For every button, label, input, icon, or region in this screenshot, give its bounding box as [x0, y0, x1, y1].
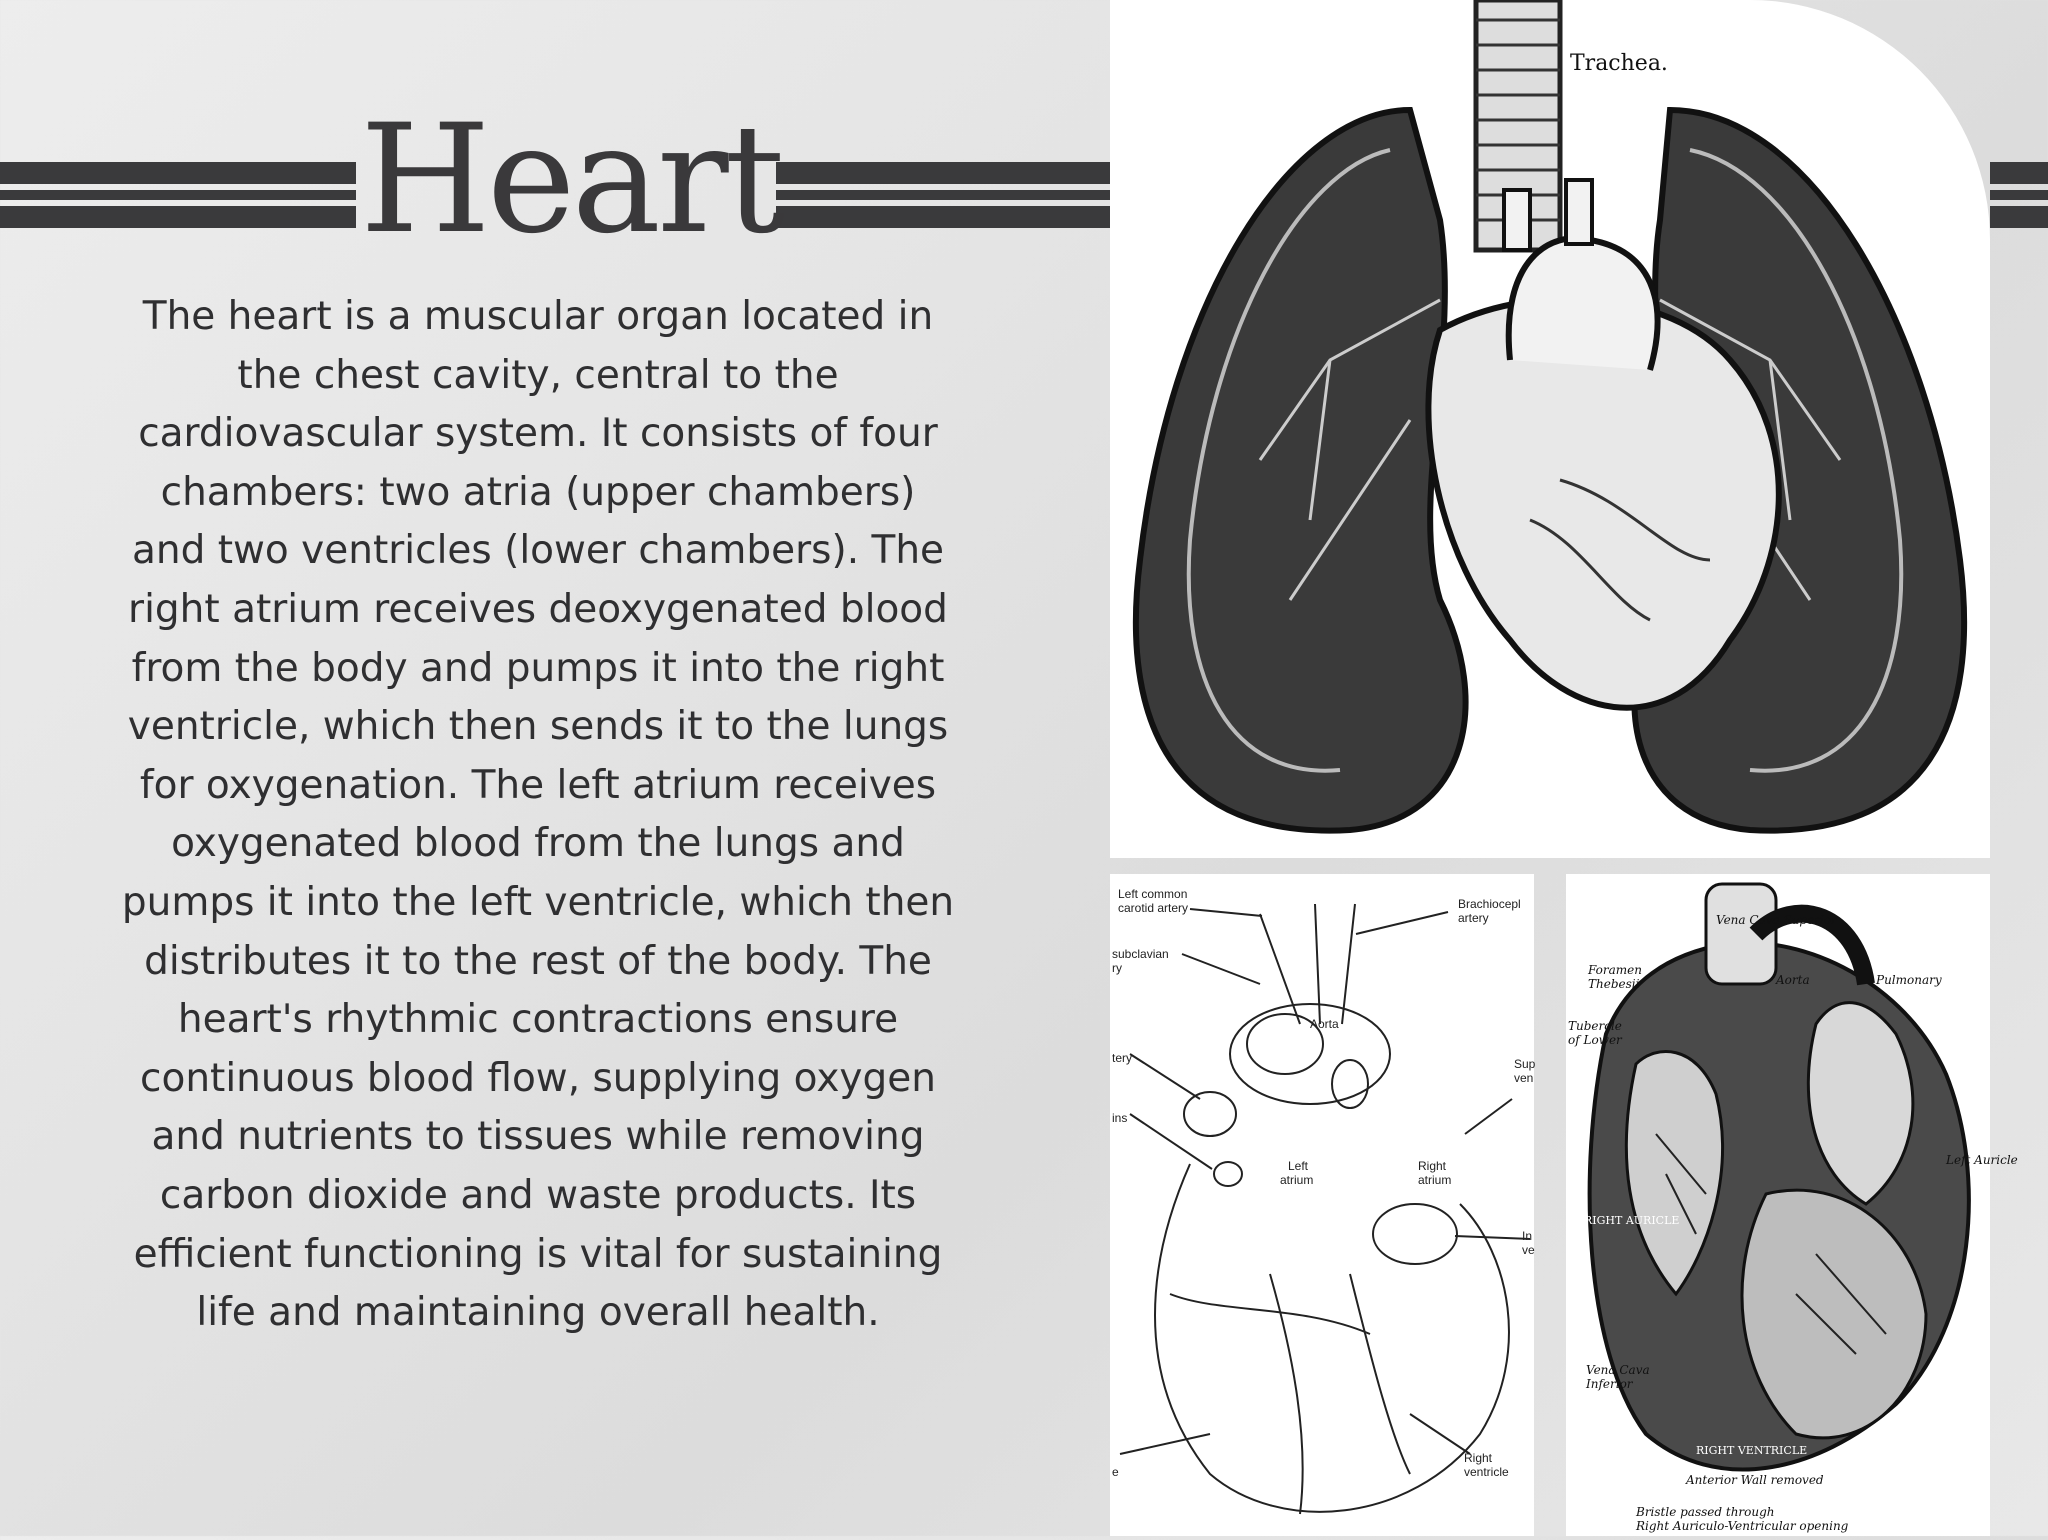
label-vena-cava-inf-1: Vena Cava: [1586, 1363, 1650, 1377]
label-foramen-1: Foramen: [1588, 963, 1642, 977]
label-left-atrium-2: atrium: [1280, 1173, 1314, 1187]
label-subclavian-2: ry: [1112, 961, 1122, 975]
label-right-atrium-1: Right: [1418, 1159, 1447, 1173]
title-stripes-right: [776, 162, 1110, 232]
label-left-common-2: carotid artery: [1118, 901, 1189, 915]
label-tubercle-2: of Lower: [1568, 1033, 1622, 1047]
label-brachio-1: Brachiocepl: [1458, 897, 1521, 911]
label-right-ventricle: RIGHT VENTRICLE: [1696, 1444, 1808, 1457]
label-subclavian-1: subclavian: [1112, 947, 1169, 961]
label-sup-2: ven: [1514, 1071, 1534, 1085]
label-aorta-engr: Aorta: [1776, 973, 1810, 987]
label-vena-cava-sup: Vena Cava Superior: [1716, 913, 1837, 927]
label-pulmonary: Pulmonary: [1876, 973, 1942, 987]
label-left-common-1: Left common: [1118, 887, 1188, 901]
label-inf-2: ve: [1522, 1243, 1535, 1257]
label-right-ventricle-2: ventricle: [1464, 1465, 1509, 1479]
label-vena-cava-inf-2: Inferior: [1586, 1377, 1633, 1391]
label-tery: tery: [1112, 1051, 1133, 1065]
label-left-auricle: Left Auricle: [1946, 1153, 2018, 1167]
caption-line-2: Right Auriculo-Ventricular opening: [1636, 1519, 1849, 1533]
body-paragraph: The heart is a muscular organ located in the chest cavity, central to the cardiovascular system. It consists of four chambers: two atria (upper chambers) and two ventricles (lower chambers). The right atrium receives deoxygenated blood from the body and pumps it into the right ventricle, which then sends it to the lungs for oxygenation. The left atrium receives oxygenated blood from the lungs and pumps it into the left ventricle, which then distributes it to the rest of the body. The heart's rhythmic contractions ensure continuous blood flow, supplying oxygen and nutrients to tissues while removing carbon dioxide and waste products. Its efficient functioning is vital for sustaining life and maintaining overall health.: [121, 294, 955, 1336]
title-stripes-left: [0, 162, 356, 232]
label-aorta: Aorta: [1310, 1017, 1339, 1031]
label-left-atrium-1: Left: [1288, 1159, 1309, 1173]
trachea-label: Trachea.: [1570, 51, 1668, 76]
caption-line-1: Bristle passed through: [1636, 1505, 1775, 1519]
heart-interior-engraving: [1566, 874, 2018, 1536]
label-right-auricle: RIGHT AURICLE: [1584, 1214, 1680, 1227]
lungs-heart-illustration: [1110, 0, 1990, 858]
label-anterior-wall: Anterior Wall removed: [1686, 1473, 1824, 1487]
label-right-atrium-2: atrium: [1418, 1173, 1452, 1187]
page-title: Heart: [360, 93, 781, 267]
label-foramen-2: Thebesii: [1588, 977, 1640, 991]
heart-line-diagram: [1110, 874, 1534, 1536]
label-brachio-2: artery: [1458, 911, 1489, 925]
label-e: e: [1112, 1465, 1119, 1479]
label-sup-1: Sup: [1514, 1057, 1536, 1071]
label-tubercle-1: Tubercle: [1568, 1019, 1622, 1033]
label-ins: ins: [1112, 1111, 1128, 1125]
edge-stripes-right: [1990, 162, 2048, 232]
label-inf-1: In: [1522, 1229, 1533, 1243]
label-right-ventricle-1: Right: [1464, 1451, 1493, 1465]
